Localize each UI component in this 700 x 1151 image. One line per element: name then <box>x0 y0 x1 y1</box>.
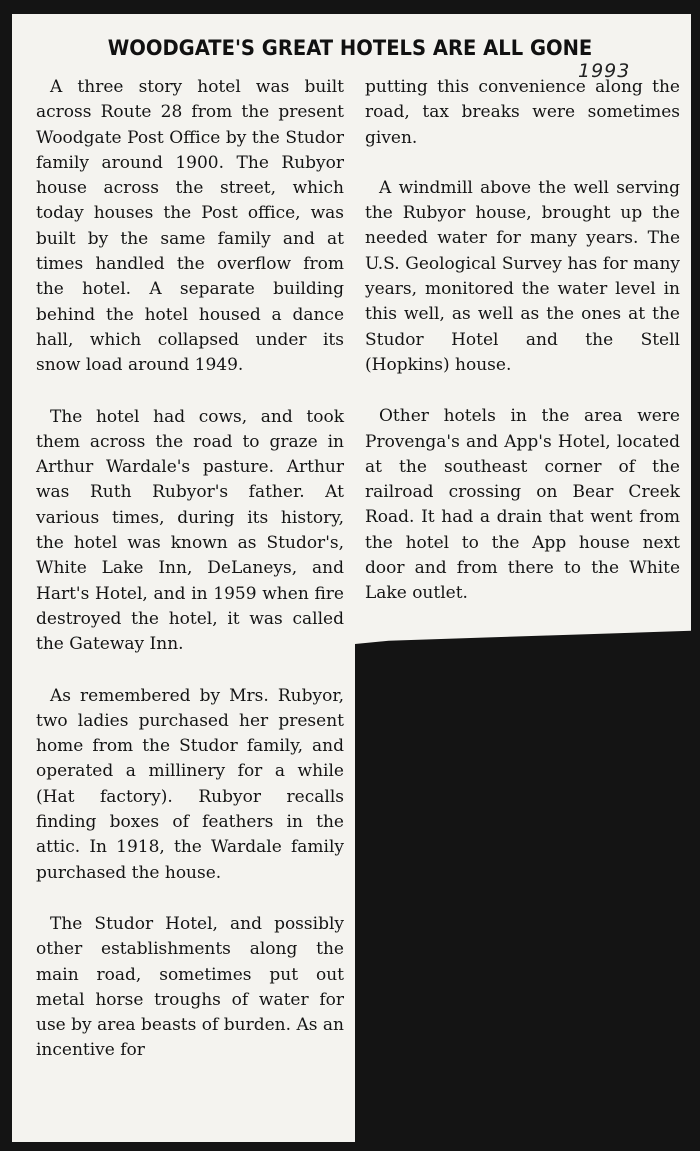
paragraph: A windmill above the well serving the Rubyor house, brought up the needed water for many years. The U.S. Geological Survey has for many years, monitored the water level in this well, as well as the ones at the Studor Hotel and the Stell (Hopkins) house. <box>365 177 680 375</box>
paragraph: The hotel had cows, and took them across the road to graze in Arthur Wardale's pasture. Arthur was Ruth Rubyor's father. At various times, during its history, the hotel was known as Studor's, White Lake Inn, DeLaneys, and Hart's Hotel, and in 1959 when fire destroyed the hotel, it was called the Gateway Inn. <box>36 406 344 655</box>
handwritten-year: 1993 <box>578 60 631 82</box>
paragraph: As remembered by Mrs. Rubyor, two ladies purchased her present home from the Studor family, and operated a millinery for a while (Hat factory). Rubyor recalls finding boxes of feathers in the attic. In 1918, the Wardale family purchased the house. <box>36 685 344 883</box>
paragraph: Other hotels in the area were Provenga's and App's Hotel, located at the southeast corner of the railroad crossing on Bear Creek Road. It had a drain that went from the hotel to the App house next door and from there to the White Lake outlet. <box>365 406 680 604</box>
paragraph: A three story hotel was built across Route 28 from the present Woodgate Post Office by the Studor family around 1900. The Rubyor house across the street, which today houses the Post office, was built by the same family and at times handled the overflow from the hotel. A separate building behind the hotel housed a dance hall, which collapsed under its snow load around 1949. <box>36 77 344 376</box>
right-column <box>365 75 680 607</box>
torn-edge <box>355 622 691 644</box>
left-column <box>36 75 344 1064</box>
headline: WOODGATE'S GREAT HOTELS ARE ALL GONE <box>107 36 593 60</box>
paragraph: putting this convenience along the road, tax breaks were sometimes given. <box>365 77 680 148</box>
paragraph: The Studor Hotel, and possibly other establishments along the main road, sometimes put out metal horse troughs of water for use by area beasts of burden. As an incentive for <box>36 913 344 1061</box>
